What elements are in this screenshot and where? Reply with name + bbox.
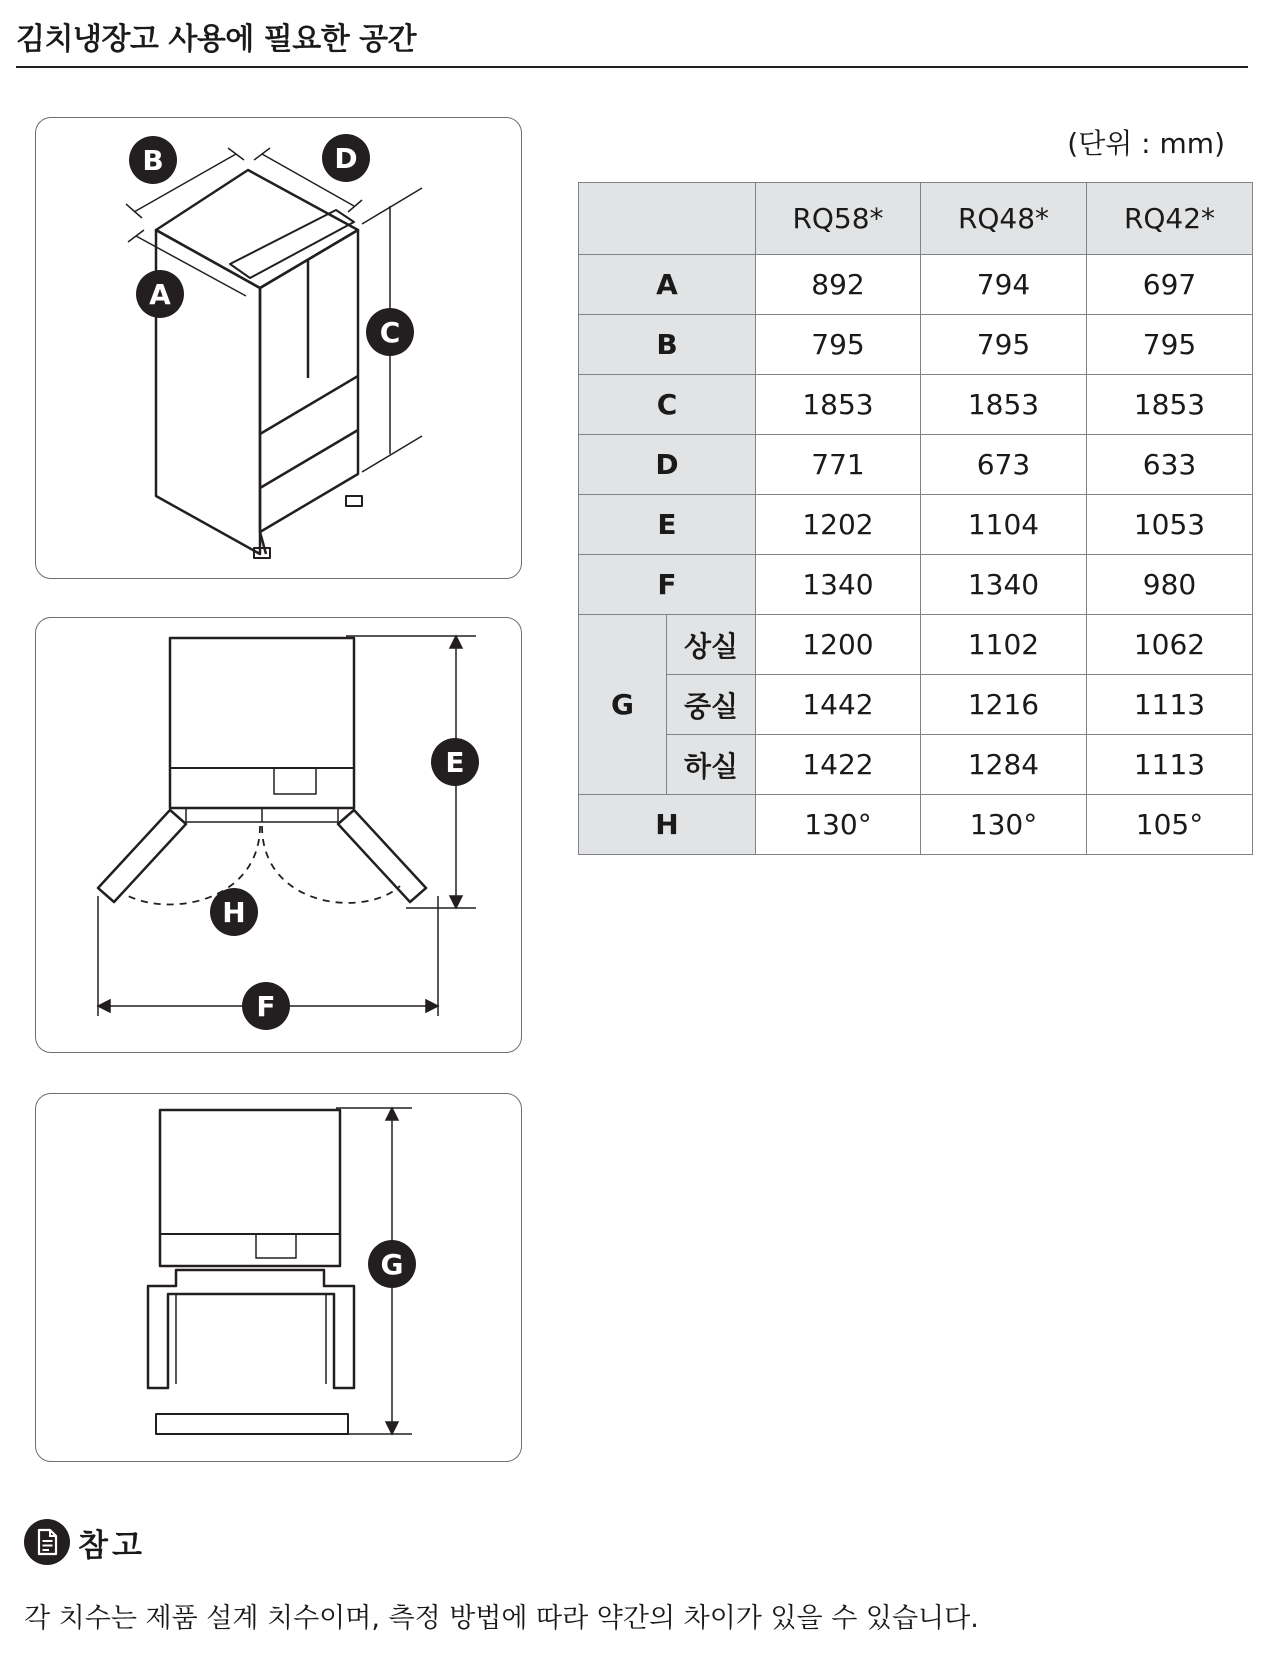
table-cell: 1113	[1087, 735, 1253, 795]
table-cell: 1104	[921, 495, 1087, 555]
table-cell: 1200	[756, 615, 921, 675]
page-title: 김치냉장고 사용에 필요한 공간	[16, 22, 417, 57]
table-cell: 1853	[1087, 375, 1253, 435]
table-cell: 1216	[921, 675, 1087, 735]
top-view-doors-panel	[35, 617, 522, 1053]
table-row	[579, 675, 1253, 735]
table-cell: 980	[1087, 555, 1253, 615]
top-view-doors-illustration	[36, 618, 521, 1052]
isometric-fridge-illustration	[36, 118, 521, 578]
badge-d	[322, 134, 370, 182]
table-cell: 795	[921, 315, 1087, 375]
unit-label: (단위 : mm)	[1067, 127, 1225, 160]
svg-text:D: D	[334, 142, 358, 175]
table-row	[579, 255, 1253, 315]
svg-text:H: H	[222, 896, 246, 929]
table-cell: 1284	[921, 735, 1087, 795]
model-header: RQ42*	[1087, 183, 1253, 255]
table-cell: 1102	[921, 615, 1087, 675]
svg-text:E: E	[445, 746, 465, 779]
note-header	[24, 1517, 146, 1567]
table-row	[579, 735, 1253, 795]
table-cell: 1442	[756, 675, 921, 735]
table-cell: 1422	[756, 735, 921, 795]
table-row	[579, 435, 1253, 495]
note-title: 참고	[78, 1527, 146, 1564]
table-row	[579, 375, 1253, 435]
table-cell: 1202	[756, 495, 921, 555]
table-cell: 105°	[1087, 795, 1253, 855]
row-sublabel: 하실	[667, 735, 756, 795]
table-row	[579, 795, 1253, 855]
table-cell: 1062	[1087, 615, 1253, 675]
row-label: F	[579, 555, 756, 615]
note-document-icon	[24, 1519, 70, 1565]
row-sublabel: 중실	[667, 675, 756, 735]
badge-g	[368, 1240, 416, 1288]
badge-f	[242, 982, 290, 1030]
row-label: H	[579, 795, 756, 855]
table-cell: 1853	[756, 375, 921, 435]
model-header: RQ48*	[921, 183, 1087, 255]
isometric-diagram-panel	[35, 117, 522, 579]
row-label-g: G	[579, 615, 667, 795]
row-sublabel: 상실	[667, 615, 756, 675]
table-cell: 673	[921, 435, 1087, 495]
table-cell: 795	[1087, 315, 1253, 375]
svg-text:C: C	[379, 316, 401, 349]
table-cell: 892	[756, 255, 921, 315]
row-label: D	[579, 435, 756, 495]
table-row	[579, 615, 1253, 675]
table-cell: 1340	[756, 555, 921, 615]
dimension-table	[578, 182, 1253, 855]
row-label: B	[579, 315, 756, 375]
svg-text:A: A	[149, 278, 171, 311]
table-row	[579, 555, 1253, 615]
table-cell: 1853	[921, 375, 1087, 435]
table-cell: 130°	[756, 795, 921, 855]
header-corner-cell	[579, 183, 756, 255]
table-cell: 1340	[921, 555, 1087, 615]
top-view-drawers-panel	[35, 1093, 522, 1462]
table-cell: 771	[756, 435, 921, 495]
badge-h	[210, 888, 258, 936]
table-cell: 697	[1087, 255, 1253, 315]
table-cell: 1053	[1087, 495, 1253, 555]
svg-text:B: B	[142, 144, 164, 177]
badge-b	[129, 136, 177, 184]
row-label: C	[579, 375, 756, 435]
table-cell: 130°	[921, 795, 1087, 855]
row-label: A	[579, 255, 756, 315]
table-cell: 795	[756, 315, 921, 375]
badge-a	[136, 270, 184, 318]
svg-text:G: G	[380, 1248, 404, 1281]
table-row	[579, 495, 1253, 555]
top-view-drawers-illustration	[36, 1094, 521, 1461]
model-header: RQ58*	[756, 183, 921, 255]
table-cell: 794	[921, 255, 1087, 315]
table-header-row	[579, 183, 1253, 255]
table-row	[579, 315, 1253, 375]
badge-e	[431, 738, 479, 786]
title-divider	[16, 66, 1248, 68]
table-cell: 1113	[1087, 675, 1253, 735]
badge-c	[366, 308, 414, 356]
svg-text:F: F	[256, 990, 276, 1023]
row-label: E	[579, 495, 756, 555]
table-cell: 633	[1087, 435, 1253, 495]
note-text: 각 치수는 제품 설계 치수이며, 측정 방법에 따라 약간의 차이가 있을 수 있습니다.	[24, 1603, 979, 1634]
